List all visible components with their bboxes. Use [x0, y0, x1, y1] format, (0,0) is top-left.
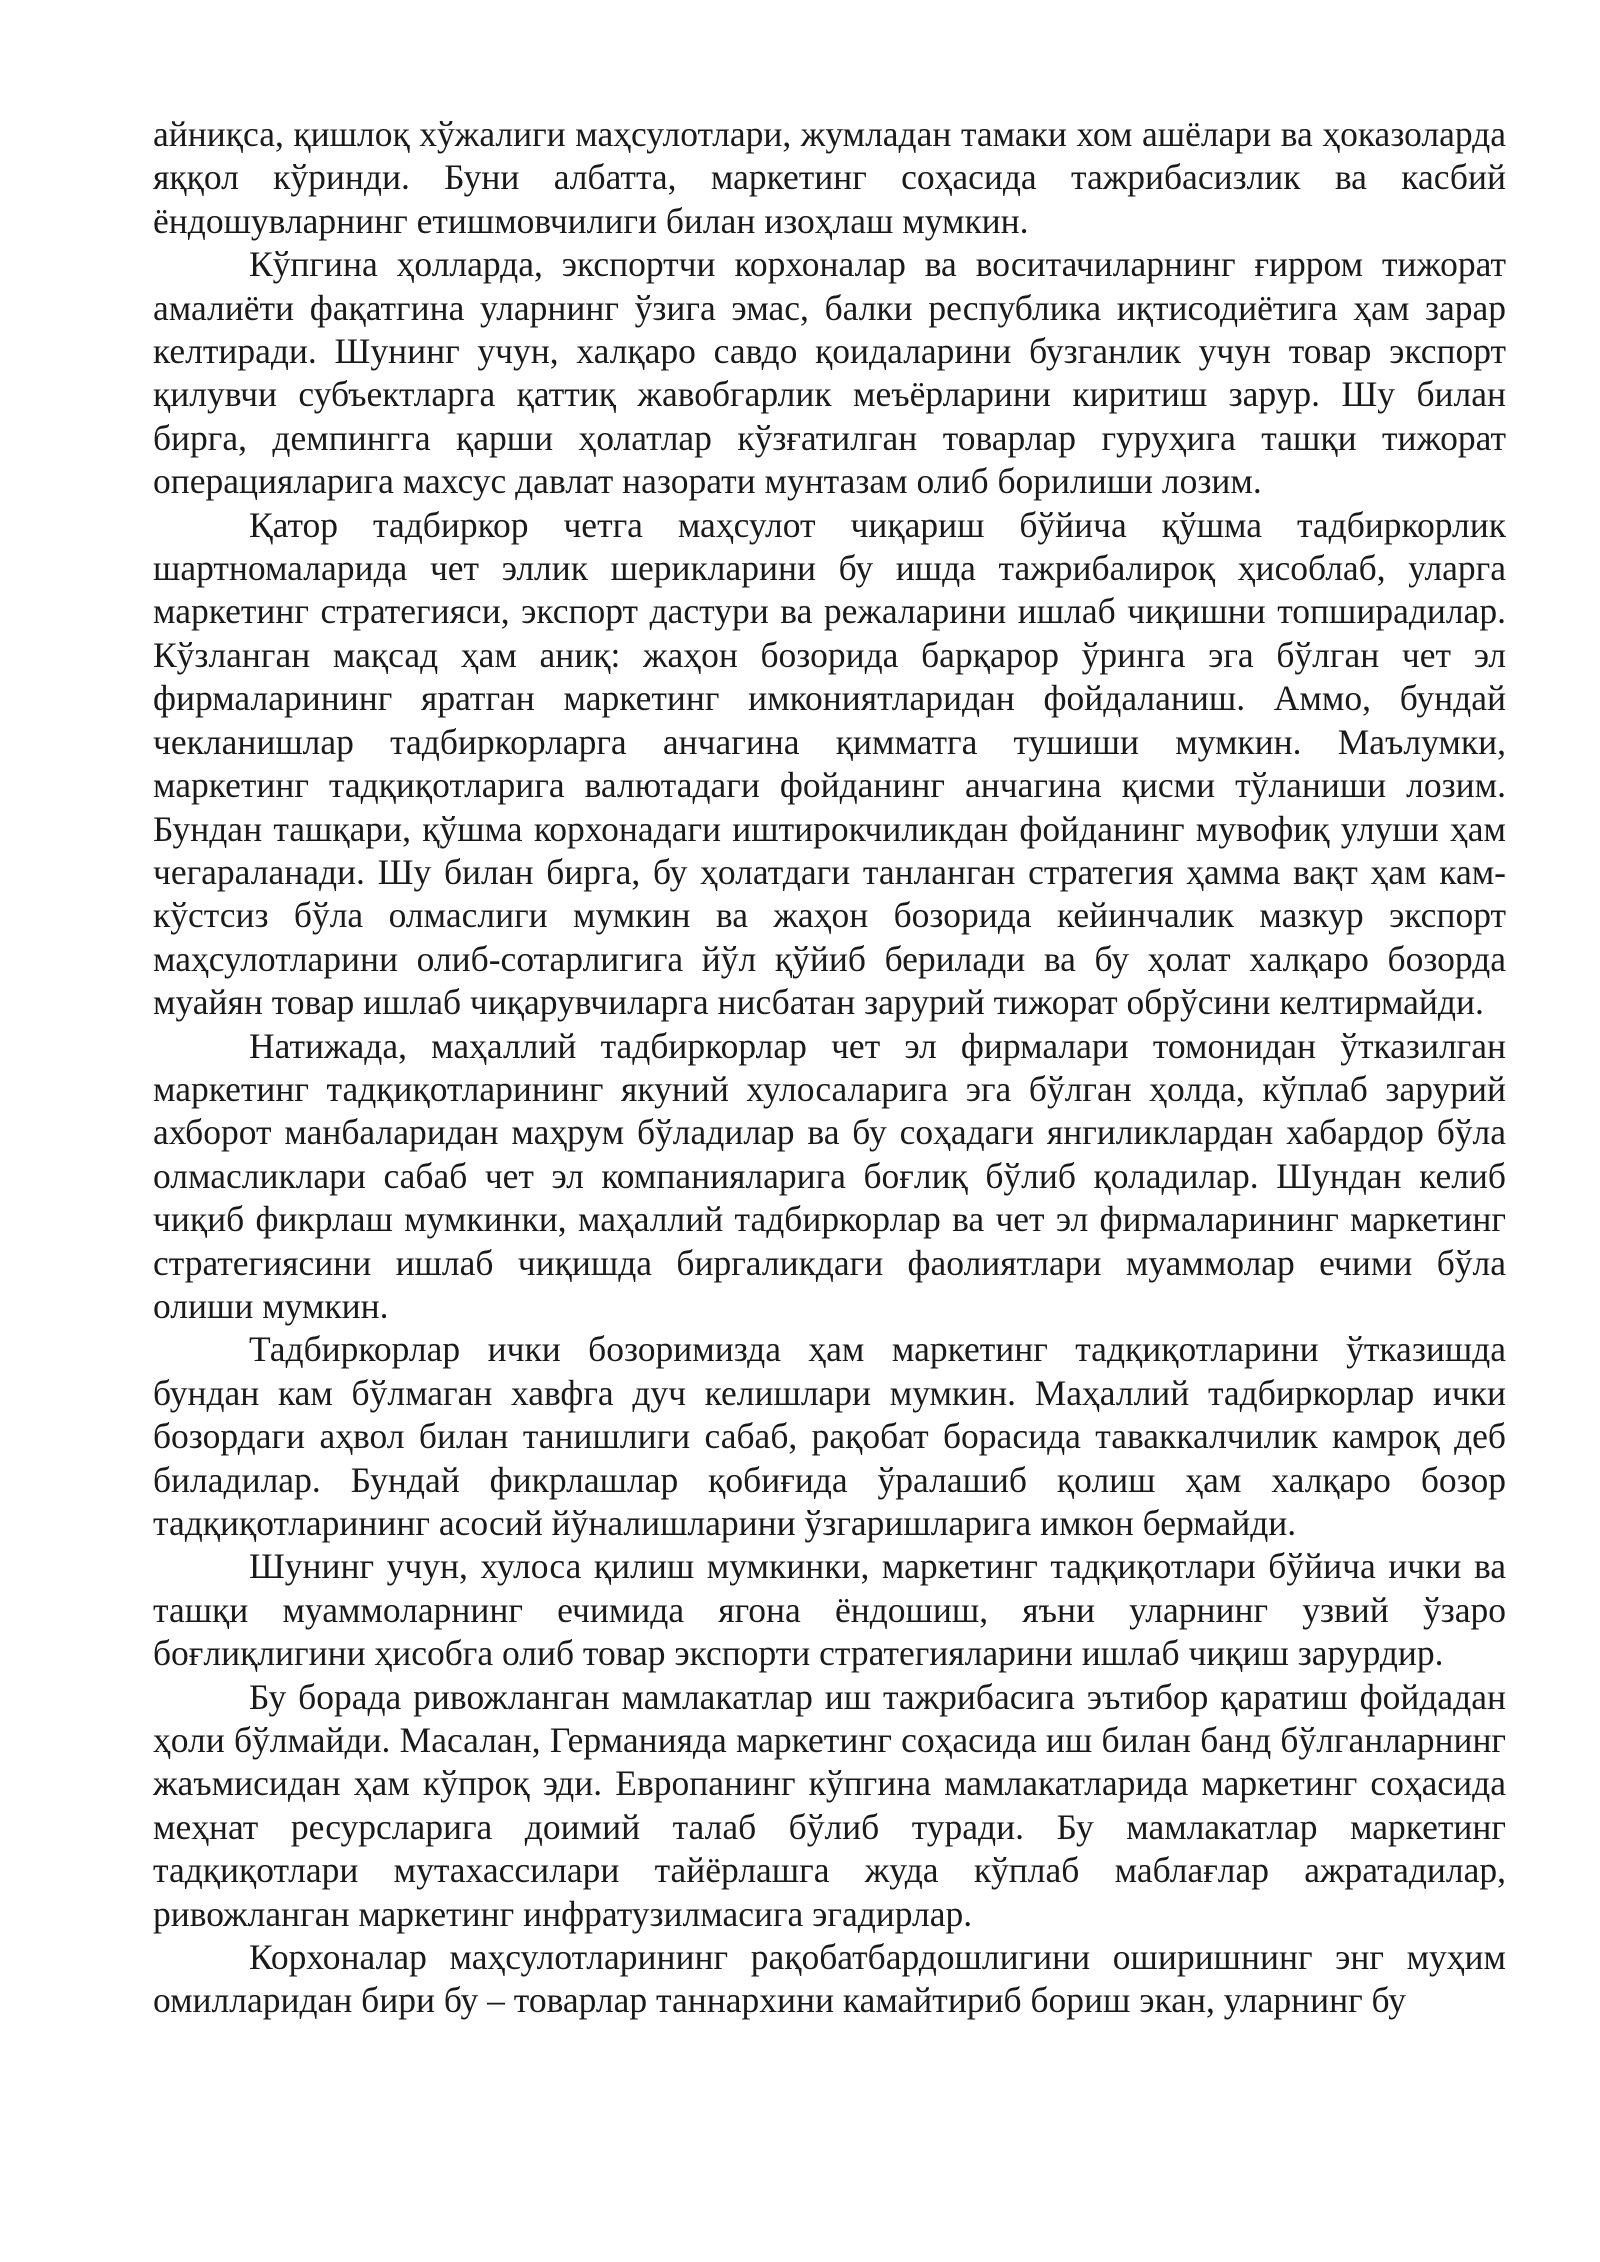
paragraph-5: Тадбиркорлар ички бозоримизда ҳам маркетинг тадқиқотларини ўтказишда бундан кам бўлмаган хавфга дуч келишлари мумкин. Маҳаллий тадбиркорлар ички бозордаги аҳвол билан танишлиги сабаб, рақобат борасида таваккалчилик камроқ деб биладилар. Бундай фикрлашлар қобиғида ўралашиб қолиш ҳам халқаро бозор тадқиқотларининг асосий йўналишларини ўзгаришларига имкон бермайди. — [153, 1329, 1506, 1543]
paragraph-3: Қатор тадбиркор четга маҳсулот чиқариш бўйича қўшма тадбиркорлик шартномаларида чет эллик шерикларини бу ишда тажрибалироқ ҳисоблаб, уларга маркетинг стратегияси, экспорт дастури ва режаларини ишлаб чиқишни топширадилар. Кўзланган мақсад ҳам аниқ: жаҳон бозорида барқарор ўринга эга бўлган чет эл фирмаларининг яратган маркетинг имкониятларидан фойдаланиш. Аммо, бундай чекланишлар тадбиркорларга анчагина қимматга тушиши мумкин. Маълумки, маркетинг тадқиқотларига валютадаги фойданинг анчагина қисми тўланиши лозим. Бундан ташқари, қўшма корхонадаги иштирокчиликдан фойданинг мувофиқ улуши ҳам чегараланади. Шу билан бирга, бу ҳолатдаги танланган стратегия ҳамма вақт ҳам кам-кўстсиз бўла олмаслиги мумкин ва жаҳон бозорида кейинчалик мазкур экспорт маҳсулотларини олиб-сотарлигига йўл қўйиб берилади ва бу ҳолат халқаро бозорда муайян товар ишлаб чиқарувчиларга нисбатан зарурий тижорат обрўсини келтирмайди. — [153, 504, 1506, 1023]
paragraph-2: Кўпгина ҳолларда, экспортчи корхоналар ва воситачиларнинг ғирром тижорат амалиёти фақатгина уларнинг ўзига эмас, балки республика иқтисодиётига ҳам зарар келтиради. Шунинг учун, халқаро савдо қоидаларини бузганлик учун товар экспорт қилувчи субъектларга қаттиқ жавобгарлик меъёрларини киритиш зарур. Шу билан бирга, демпингга қарши ҳолатлар кўзғатилган товарлар гуруҳига ташқи тижорат операцияларига махсус давлат назорати мунтазам олиб борилиши лозим. — [153, 244, 1506, 502]
paragraph-8: Корхоналар маҳсулотларининг рақобатбардошлигини оширишнинг энг муҳим омилларидан бири бу – товарлар таннархини камайтириб бориш экан, уларнинг бу — [153, 1937, 1506, 2021]
paragraph-1: айниқса, қишлоқ хўжалиги маҳсулотлари, жумладан тамаки хом ашёлари ва ҳоказоларда яққол кўринди. Буни албатта, маркетинг соҳасида тажрибасизлик ва касбий ёндошувларнинг етишмовчилиги билан изоҳлаш мумкин. — [153, 114, 1506, 241]
paragraph-6: Шунинг учун, хулоса қилиш мумкинки, маркетинг тадқиқотлари бўйича ички ва ташқи муаммоларнинг ечимида ягона ёндошиш, яъни уларнинг узвий ўзаро боғлиқлигини ҳисобга олиб товар экспорти стратегияларини ишлаб чиқиш зарурдир. — [153, 1546, 1506, 1674]
paragraph-7: Бу борада ривожланган мамлакатлар иш тажрибасига эътибор қаратиш фойдадан ҳоли бўлмайди. Масалан, Германияда маркетинг соҳасида иш билан банд бўлганларнинг жаъмисидан ҳам кўпроқ эди. Европанинг кўпгина мамлакатларида маркетинг соҳасида меҳнат ресурсларига доимий талаб бўлиб туради. Бу мамлакатлар маркетинг тадқиқотлари мутахассилари тайёрлашга жуда кўплаб маблағлар ажратадилар, ривожланган маркетинг инфратузилмасига эгадирлар. — [153, 1676, 1506, 1934]
paragraph-4: Натижада, маҳаллий тадбиркорлар чет эл фирмалари томонидан ўтказилган маркетинг тадқиқотларининг якуний хулосаларига эга бўлган ҳолда, кўплаб зарурий ахборот манбаларидан маҳрум бўладилар ва бу соҳадаги янгиликлардан хабардор бўла олмасликлари сабаб чет эл компанияларига боғлиқ бўлиб қоладилар. Шундан келиб чиқиб фикрлаш мумкинки, маҳаллий тадбиркорлар ва чет эл фирмаларининг маркетинг стратегиясини ишлаб чиқишда биргаликдаги фаолиятлари муаммолар ечими бўла олиши мумкин. — [153, 1025, 1506, 1326]
document-page — [153, 113, 1506, 2023]
